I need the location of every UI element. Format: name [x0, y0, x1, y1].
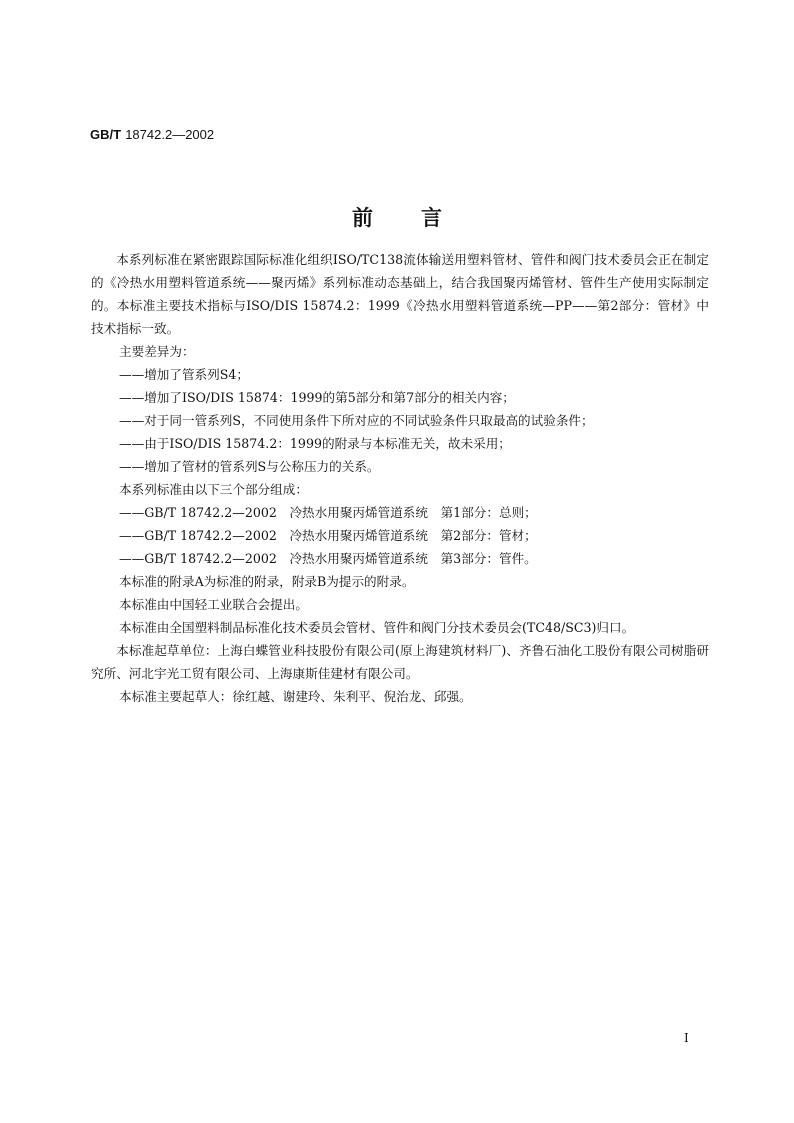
standard-number: 18742.2—2002	[125, 127, 215, 142]
drafting-units: 本标准起草单位：上海白蝶管业科技股份有限公司(原上海建筑材料厂)、齐鲁石油化工股份有限公司树脂研究所、河北宇光工贸有限公司、上海康斯佳建材有限公司。	[91, 643, 709, 681]
standard-number-header	[90, 126, 214, 145]
proposed-by: 本标准由中国轻工业联合会提出。	[119, 597, 308, 612]
annex-note: 本标准的附录A为标准的附录，附录B为提示的附录。	[119, 574, 415, 589]
page-title: 前言	[352, 205, 490, 230]
part-item-1: ——GB/T 18742.2—2002 冷热水用聚丙烯管道系统 第1部分：总则；	[119, 505, 537, 520]
difference-item-4: ——由于ISO/DIS 15874.2：1999的附录与本标准无关，故未采用；	[119, 436, 511, 451]
difference-item-2: ——增加了ISO/DIS 15874：1999的第5部分和第7部分的相关内容；	[119, 390, 515, 405]
differences-intro: 主要差异为：	[119, 344, 195, 359]
intro-paragraph: 本系列标准在紧密跟踪国际标准化组织ISO/TC138流体输送用塑料管材、管件和阀门技术委员会正在制定的《冷热水用塑料管道系统——聚丙烯》系列标准动态基础上，结合我国聚丙烯管材、管件生产使用实际制定的。本标准主要技术指标与ISO/DIS 15874.2：1999《冷热水用塑料管道系统—PP——第2部分：管材》中技术指标一致。	[91, 252, 709, 336]
managed-by: 本标准由全国塑料制品标准化技术委员会管材、管件和阀门分技术委员会(TC48/SC3)归口。	[119, 620, 635, 635]
difference-item-3: ——对于同一管系列S，不同使用条件下所对应的不同试验条件只取最高的试验条件；	[119, 413, 594, 428]
foreword-body	[91, 248, 709, 708]
parts-intro: 本系列标准由以下三个部分组成：	[119, 482, 308, 497]
difference-item-1: ——增加了管系列S4；	[119, 367, 249, 382]
drafters: 本标准主要起草人：徐红越、谢建玲、朱利平、倪治龙、邱强。	[119, 689, 472, 704]
difference-item-5: ——增加了管材的管系列S与公称压力的关系。	[119, 459, 380, 474]
part-item-3: ——GB/T 18742.2—2002 冷热水用聚丙烯管道系统 第3部分：管件。	[119, 551, 537, 566]
page-number: I	[684, 1031, 689, 1045]
standard-code: GB/T	[90, 127, 122, 142]
part-item-2: ——GB/T 18742.2—2002 冷热水用聚丙烯管道系统 第2部分：管材；	[119, 528, 537, 543]
